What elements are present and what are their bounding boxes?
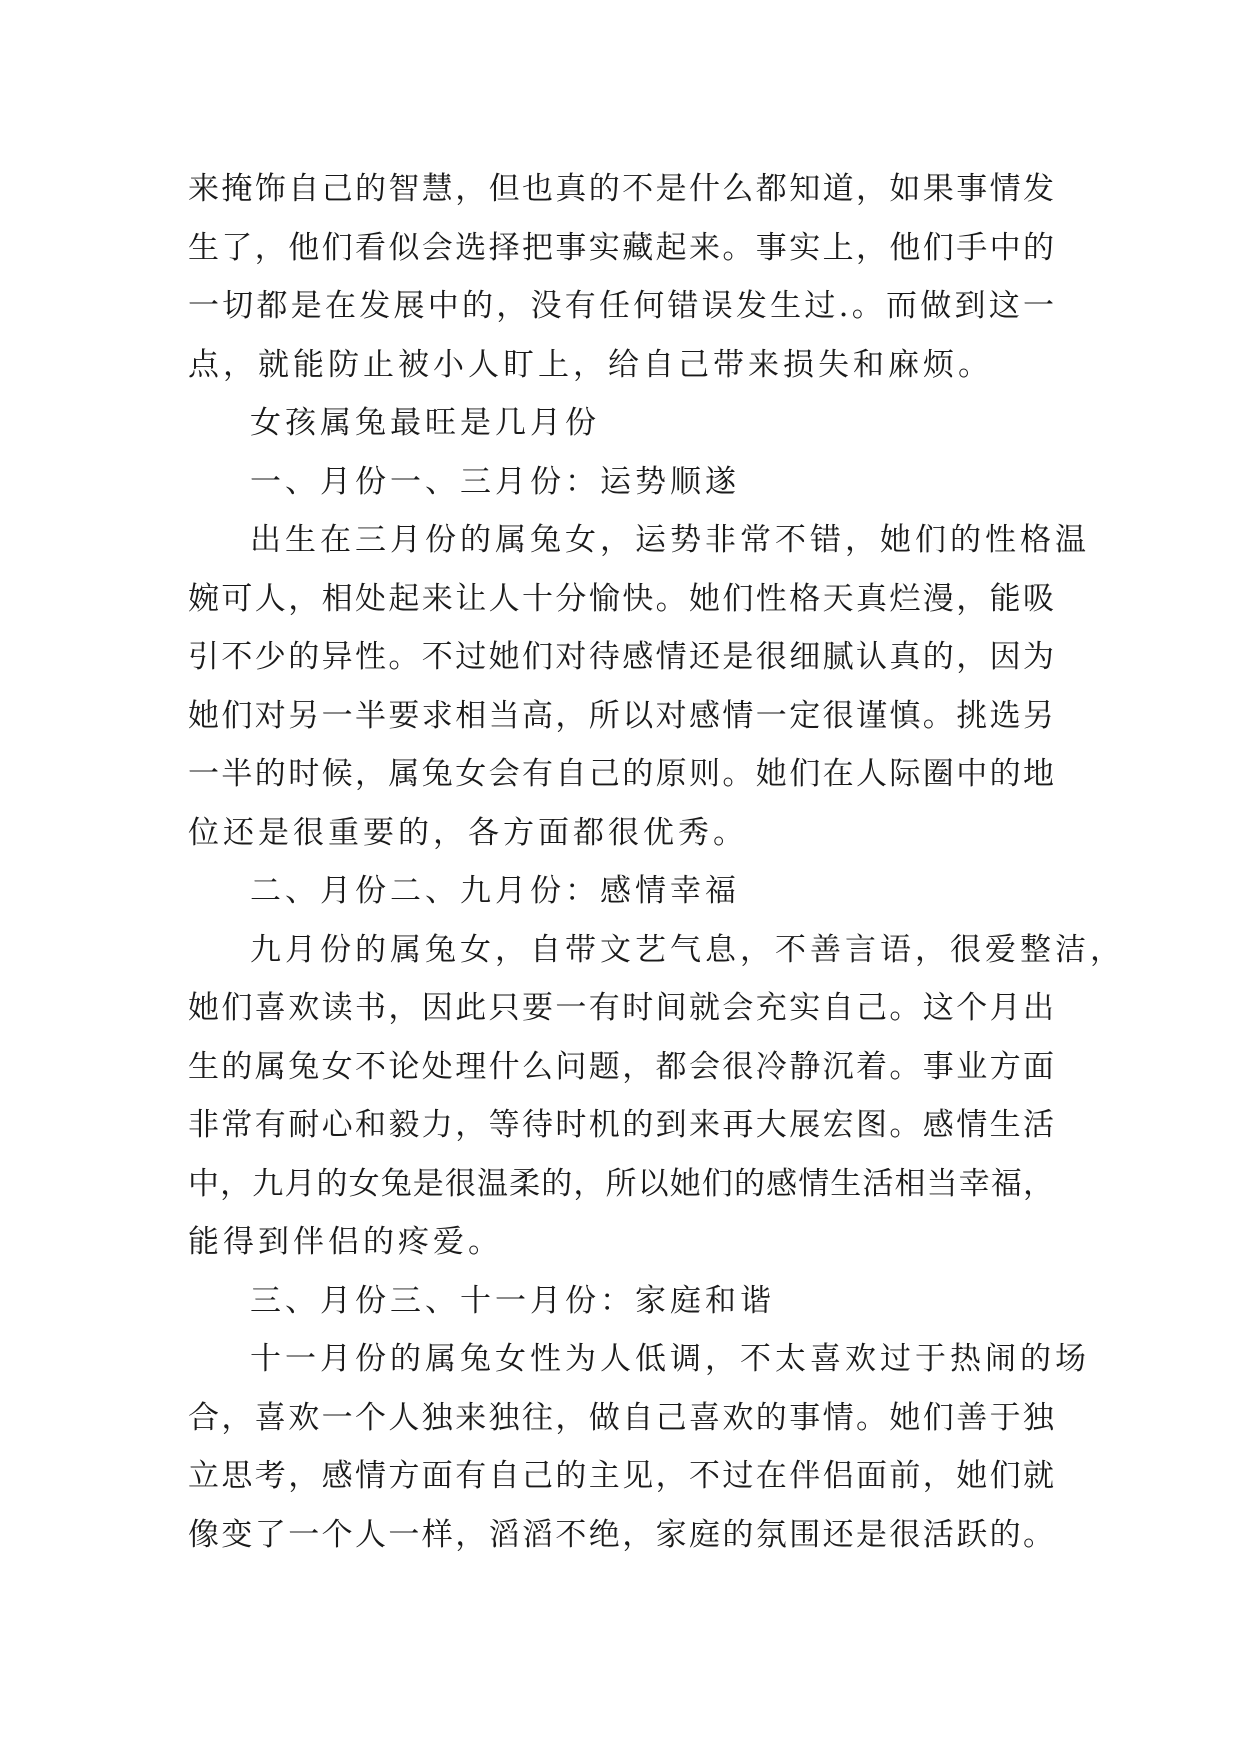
text-line: 婉可人，相处起来让人十分愉快。她们性格天真烂漫，能吸 bbox=[188, 580, 1054, 617]
text-line: 一半的时候，属兔女会有自己的原则。她们在人际圈中的地 bbox=[188, 756, 1054, 792]
text-line: 十一月份的属兔女性为人低调，不太喜欢过于热闹的场 bbox=[250, 1341, 1090, 1377]
text-line: 一切都是在发展中的，没有任何错误发生过.。而做到这一 bbox=[188, 288, 1054, 324]
text-line: 生的属兔女不论处理什么问题，都会很冷静沉着。事业方面 bbox=[188, 1048, 1054, 1085]
text-line: 出生在三月份的属兔女，运势非常不错，她们的性格温 bbox=[250, 522, 1090, 558]
text-line: 她们对另一半要求相当高，所以对感情一定很谨慎。挑选另 bbox=[188, 697, 1054, 734]
text-line: 合，喜欢一个人独来独往，做自己喜欢的事情。她们善于独 bbox=[188, 1399, 1054, 1436]
text-line: 九月份的属兔女，自带文艺气息，不善言语，很爱整洁， bbox=[250, 931, 1125, 968]
section-heading: 一、月份一、三月份：运势顺遂 bbox=[250, 463, 740, 500]
section-title: 女孩属兔最旺是几月份 bbox=[250, 405, 600, 441]
text-line: 位还是很重要的，各方面都很优秀。 bbox=[188, 814, 748, 851]
text-line: 像变了一个人一样，滔滔不绝，家庭的氛围还是很活跃的。 bbox=[188, 1516, 1054, 1553]
text-line: 她们喜欢读书，因此只要一有时间就会充实自己。这个月出 bbox=[188, 990, 1054, 1026]
section-heading: 二、月份二、九月份：感情幸福 bbox=[250, 873, 740, 909]
section-heading: 三、月份三、十一月份：家庭和谐 bbox=[250, 1282, 775, 1319]
text-line: 能得到伴侣的疼爱。 bbox=[188, 1224, 503, 1260]
text-line: 点，就能防止被小人盯上，给自己带来损失和麻烦。 bbox=[188, 346, 993, 383]
text-line: 生了，他们看似会选择把事实藏起来。事实上，他们手中的 bbox=[188, 229, 1054, 266]
text-line: 立思考，感情方面有自己的主见，不过在伴侣面前，她们就 bbox=[188, 1458, 1054, 1494]
text-line: 非常有耐心和毅力，等待时机的到来再大展宏图。感情生活 bbox=[188, 1107, 1054, 1143]
text-line: 来掩饰自己的智慧，但也真的不是什么都知道，如果事情发 bbox=[188, 171, 1054, 207]
document-page bbox=[188, 160, 1125, 1564]
text-line: 引不少的异性。不过她们对待感情还是很细腻认真的，因为 bbox=[188, 639, 1054, 675]
text-line: 中，九月的女兔是很温柔的，所以她们的感情生活相当幸福， bbox=[188, 1165, 1054, 1202]
